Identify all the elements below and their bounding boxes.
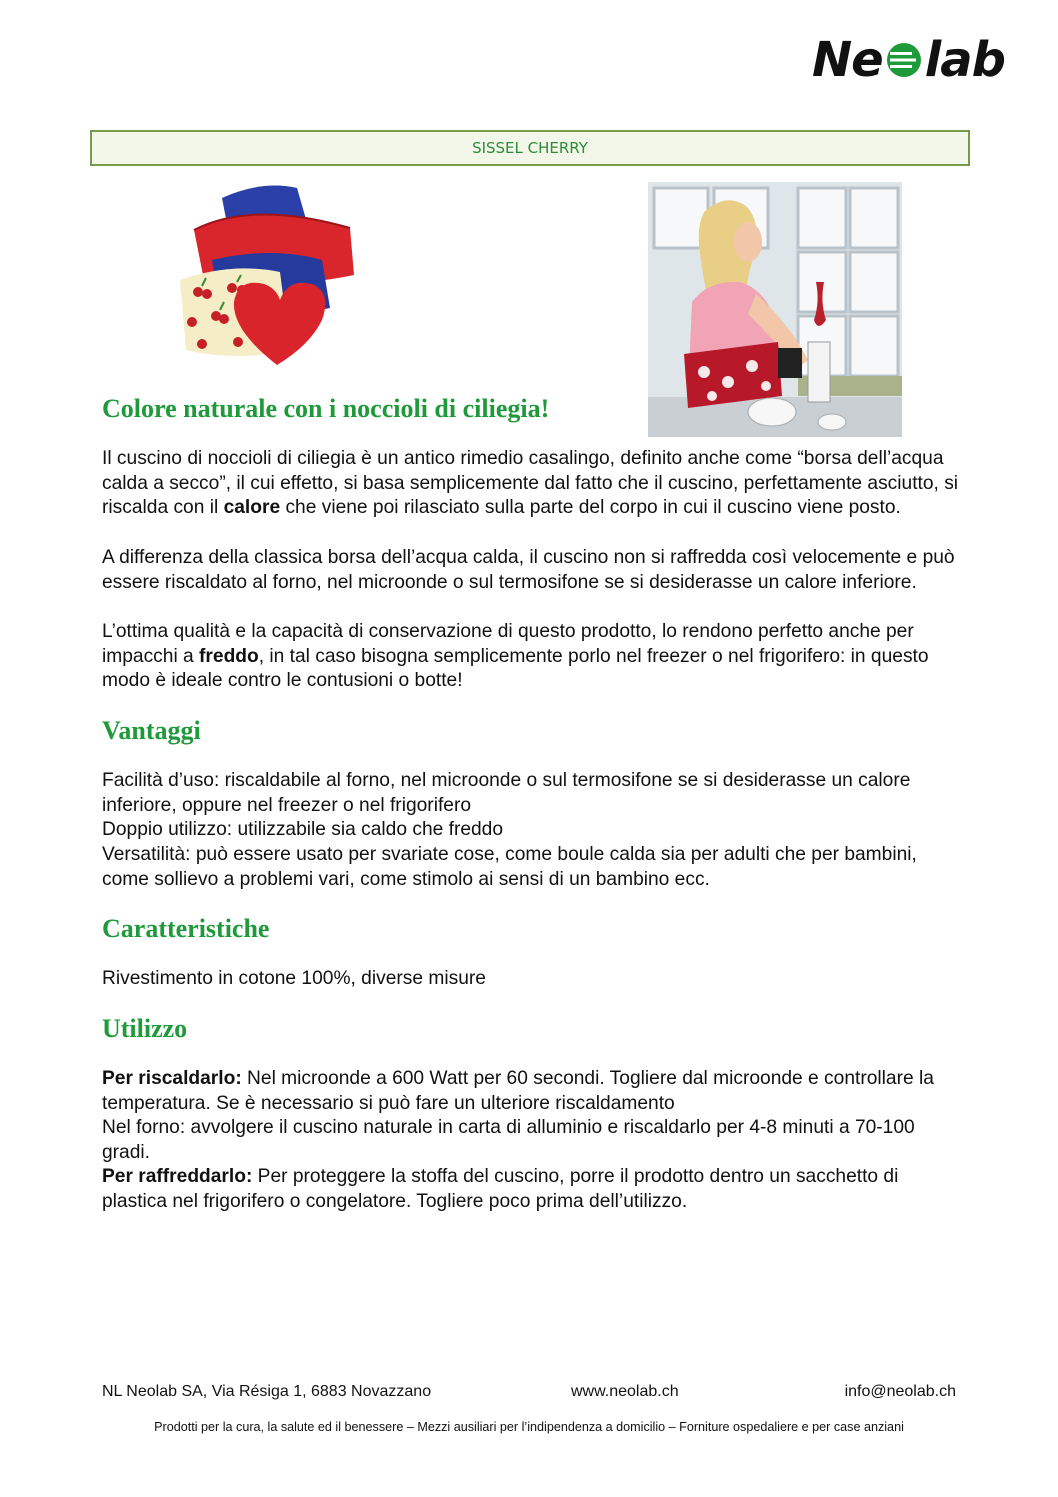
neolab-logo (812, 30, 1005, 90)
logo-text-ne: Ne (812, 32, 883, 88)
woman-using-pillow-image (648, 182, 902, 437)
intro-p1-text-a: Il cuscino di noccioli di ciliegia è un antico rimedio casalingo, definito anche come “borsa dell’acqua calda a secco”, il cui effetto, si basa semplicemente dal fatto che il cuscino, perfettamente asciutto, si riscalda con il (102, 448, 959, 519)
intro-paragraph-2: A differenza della classica borsa dell’acqua calda, il cuscino non si raffredda così velocemente e può essere riscaldato al forno, nel microonde o sul termosifone se si desiderasse un calore inferiore. (102, 547, 955, 593)
vantaggi-line-3: Versatilità: può essere usato per svariate cose, come boule calda sia per adulti che per bambini, come sollievo a problemi vari, come stimolo ai sensi di un bambino ecc. (102, 844, 917, 890)
cherry-pit-pillows-image (172, 180, 362, 370)
caratteristiche-text: Rivestimento in cotone 100%, diverse misure (102, 968, 486, 989)
product-title: SISSEL CHERRY (472, 139, 588, 157)
logo-text-lab: lab (924, 32, 1005, 88)
intro-p3-text-b: , in tal caso bisogna semplicemente porlo nel freezer o nel frigorifero: in questo modo è ideale contro le contusioni o botte! (102, 645, 929, 692)
intro-paragraph-3 (102, 620, 962, 694)
utilizzo-oven-paragraph: Nel forno: avvolgere il cuscino naturale in carta di alluminio e riscaldarlo per 4-8 minuti a 70-100 gradi. (102, 1117, 915, 1163)
utilizzo-heat-text: Nel microonde a 600 Watt per 60 secondi. Togliere dal microonde e controllare la temperatura. Se è necessario si può fare un ulteriore riscaldamento (102, 1068, 934, 1114)
product-title-box (90, 130, 970, 166)
vantaggi-line-1: Facilità d’uso: riscaldabile al forno, nel microonde o sul termosifone se si desiderasse un calore inferiore, oppure nel freezer o nel frigorifero (102, 770, 911, 816)
intro-paragraph-1 (102, 447, 962, 521)
utilizzo-heat-paragraph (102, 1067, 962, 1116)
intro-p3-text-a: L’ottima qualità e la capacità di conservazione di questo prodotto, lo rendono perfetto anche per impacchi a (102, 621, 914, 667)
footer-email[interactable]: info@neolab.ch (844, 1383, 956, 1400)
vantaggi-line-2: Doppio utilizzo: utilizzabile sia caldo che freddo (102, 819, 504, 840)
intro-heading: Colore naturale con i noccioli di ciliegia! (102, 394, 550, 423)
caratteristiche-heading: Caratteristiche (102, 914, 270, 943)
intro-p3-bold: freddo (199, 645, 259, 667)
utilizzo-cool-text: Per proteggere la stoffa del cuscino, porre il prodotto dentro un sacchetto di plastica nel frigorifero o congelatore. Togliere poco prima dell’utilizzo. (102, 1166, 899, 1212)
intro-p1-bold: calore (223, 497, 281, 519)
footer-tagline: Prodotti per la cura, la salute ed il benessere – Mezzi ausiliari per l’indipendenza a domicilio – Forniture ospedaliere e per case anziani (154, 1420, 904, 1434)
vantaggi-heading: Vantaggi (102, 716, 201, 745)
logo-o-icon (884, 40, 924, 80)
utilizzo-heat-label: Per riscaldarlo: (102, 1068, 242, 1089)
utilizzo-cool-label: Per raffreddarlo: (102, 1166, 253, 1187)
utilizzo-heading: Utilizzo (102, 1014, 188, 1043)
utilizzo-cool-paragraph (102, 1165, 962, 1214)
intro-p1-text-b: che viene poi rilasciato sulla parte del corpo in cui il cuscino viene posto. (280, 497, 901, 519)
footer-address: NL Neolab SA, Via Résiga 1, 6883 Novazzano (102, 1383, 432, 1400)
footer-website[interactable]: www.neolab.ch (571, 1383, 679, 1400)
